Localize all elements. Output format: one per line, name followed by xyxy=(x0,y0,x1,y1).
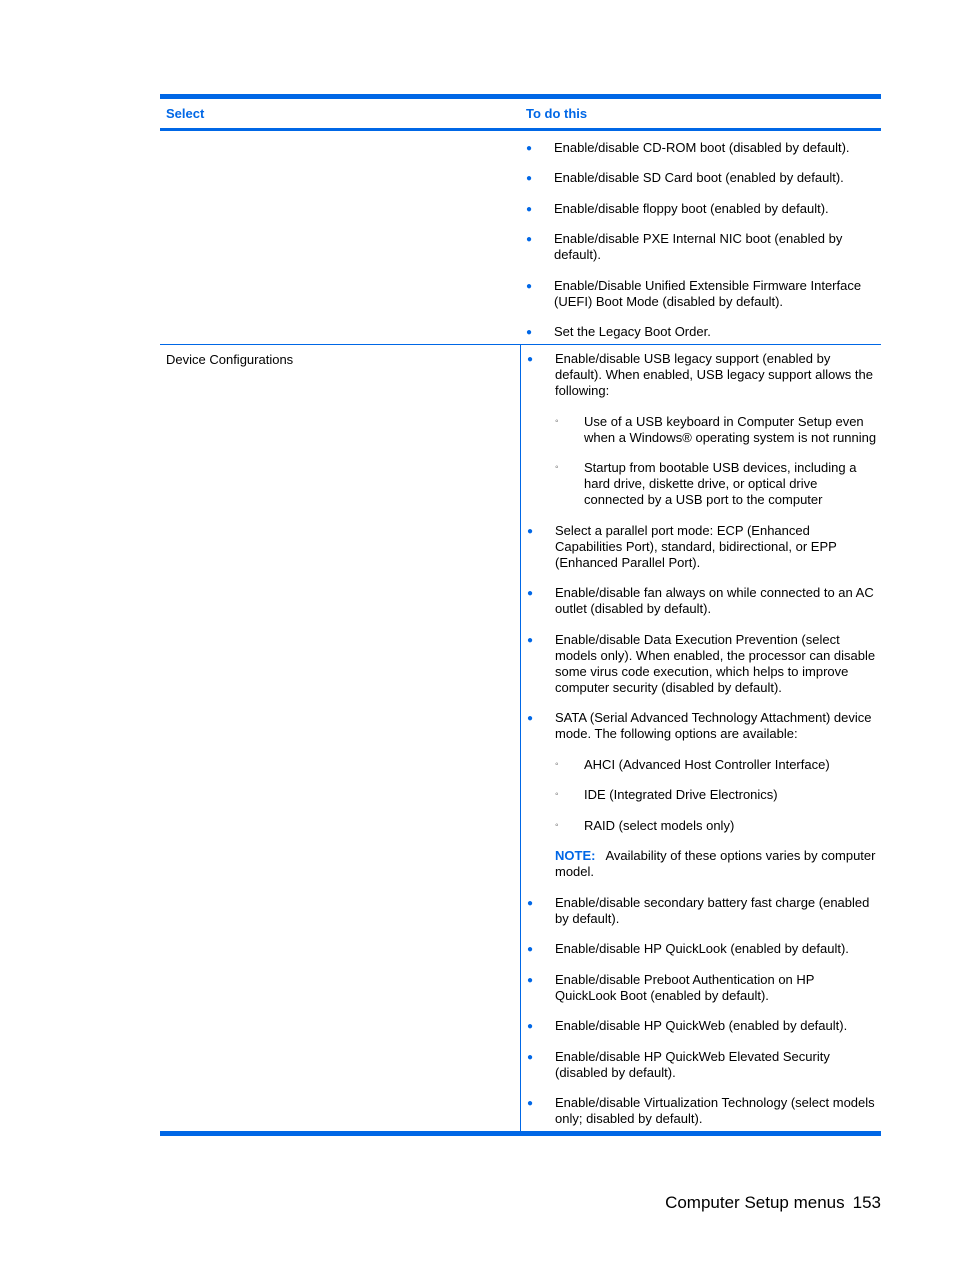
sub-list-item: ◦ Startup from bootable USB devices, including a hard drive, diskette drive, or optical drive connected by a USB port to the computer xyxy=(555,460,857,507)
note-label: NOTE: xyxy=(555,848,596,863)
list-item: ● Enable/disable CD-ROM boot (disabled by default). xyxy=(520,140,876,156)
bullet-icon xyxy=(527,632,533,650)
table-bottom-rule xyxy=(160,1131,881,1136)
circle-bullet-icon: ◦ xyxy=(555,789,559,800)
bullet-icon xyxy=(527,1018,533,1036)
circle-bullet-icon: ◦ xyxy=(555,759,559,770)
list-item: ● Enable/disable HP QuickLook (enabled by default). xyxy=(521,941,877,957)
bullet-icon xyxy=(526,231,532,249)
row-select-cell: Device Configurations xyxy=(166,352,294,367)
bullet-icon xyxy=(527,1049,533,1067)
list-item: ● Enable/Disable Unified Extensible Firmware Interface (UEFI) Boot Mode (disabled by default). xyxy=(520,278,876,310)
bullet-icon xyxy=(526,201,532,219)
bullet-icon xyxy=(527,972,533,990)
note-text: Availability of these options varies by computer model. xyxy=(555,848,876,879)
list-item: ● Enable/disable secondary battery fast charge (enabled by default). xyxy=(521,895,877,927)
list-item: ● Enable/disable HP QuickWeb (enabled by default). xyxy=(521,1018,877,1034)
table-row xyxy=(160,131,881,344)
note-block xyxy=(555,848,877,880)
list-item: ● Enable/disable HP QuickWeb Elevated Security (disabled by default). xyxy=(521,1049,877,1081)
list-item: ● Enable/disable floppy boot (enabled by default). xyxy=(520,201,876,217)
list-item: ● Enable/disable PXE Internal NIC boot (enabled by default). xyxy=(520,231,876,263)
list-item: ● Enable/disable Data Execution Prevention (select models only). When enabled, the processor can disable some virus code execution, which helps to improve computer security (disabled by default). xyxy=(521,632,877,696)
sub-list-item: ◦ AHCI (Advanced Host Controller Interface) xyxy=(555,757,830,772)
list-item: ● Enable/disable USB legacy support (enabled by default). When enabled, USB legacy support allows the following: xyxy=(521,351,877,399)
bullet-icon xyxy=(526,278,532,296)
list-item: ● Enable/disable SD Card boot (enabled by default). xyxy=(520,170,876,186)
settings-table xyxy=(160,94,881,1136)
bullet-icon xyxy=(527,585,533,603)
bullet-icon xyxy=(526,324,532,342)
list-item: ● Select a parallel port mode: ECP (Enhanced Capabilities Port), standard, bidirectional, or EPP (Enhanced Parallel Port). xyxy=(521,523,877,571)
table-row xyxy=(160,345,881,1131)
page-number: 153 xyxy=(852,1193,881,1212)
list-item: ● SATA (Serial Advanced Technology Attachment) device mode. The following options are available: xyxy=(521,710,877,742)
bullet-icon xyxy=(527,523,533,541)
row-select-cell xyxy=(160,131,520,344)
table-header xyxy=(160,99,881,128)
bullet-icon xyxy=(527,1095,533,1113)
bullet-icon xyxy=(527,895,533,913)
list-item: ● Set the Legacy Boot Order. xyxy=(520,324,876,340)
row-todo-cell xyxy=(520,345,881,1131)
bullet-icon xyxy=(527,351,533,369)
circle-bullet-icon: ◦ xyxy=(555,416,559,427)
bullet-icon xyxy=(526,140,532,158)
footer-section-title: Computer Setup menus xyxy=(665,1193,845,1212)
bullet-icon xyxy=(526,170,532,188)
circle-bullet-icon: ◦ xyxy=(555,820,559,831)
list-item: ● Enable/disable Virtualization Technology (select models only; disabled by default). xyxy=(521,1095,877,1127)
list-item: ● Enable/disable Preboot Authentication on HP QuickLook Boot (enabled by default). xyxy=(521,972,877,1004)
bullet-icon xyxy=(527,710,533,728)
sub-list-item: ◦ Use of a USB keyboard in Computer Setup even when a Windows® operating system is not running xyxy=(555,414,877,445)
bullet-icon xyxy=(527,941,533,959)
sub-list-item: ◦ RAID (select models only) xyxy=(555,818,735,833)
list-item: ● Enable/disable fan always on while connected to an AC outlet (disabled by default). xyxy=(521,585,877,617)
header-todo: To do this xyxy=(526,106,588,121)
sub-list-item: ◦ IDE (Integrated Drive Electronics) xyxy=(555,787,778,802)
circle-bullet-icon: ◦ xyxy=(555,462,559,473)
row-todo-cell xyxy=(520,131,881,344)
header-select: Select xyxy=(166,106,205,121)
page-footer xyxy=(665,1193,881,1213)
